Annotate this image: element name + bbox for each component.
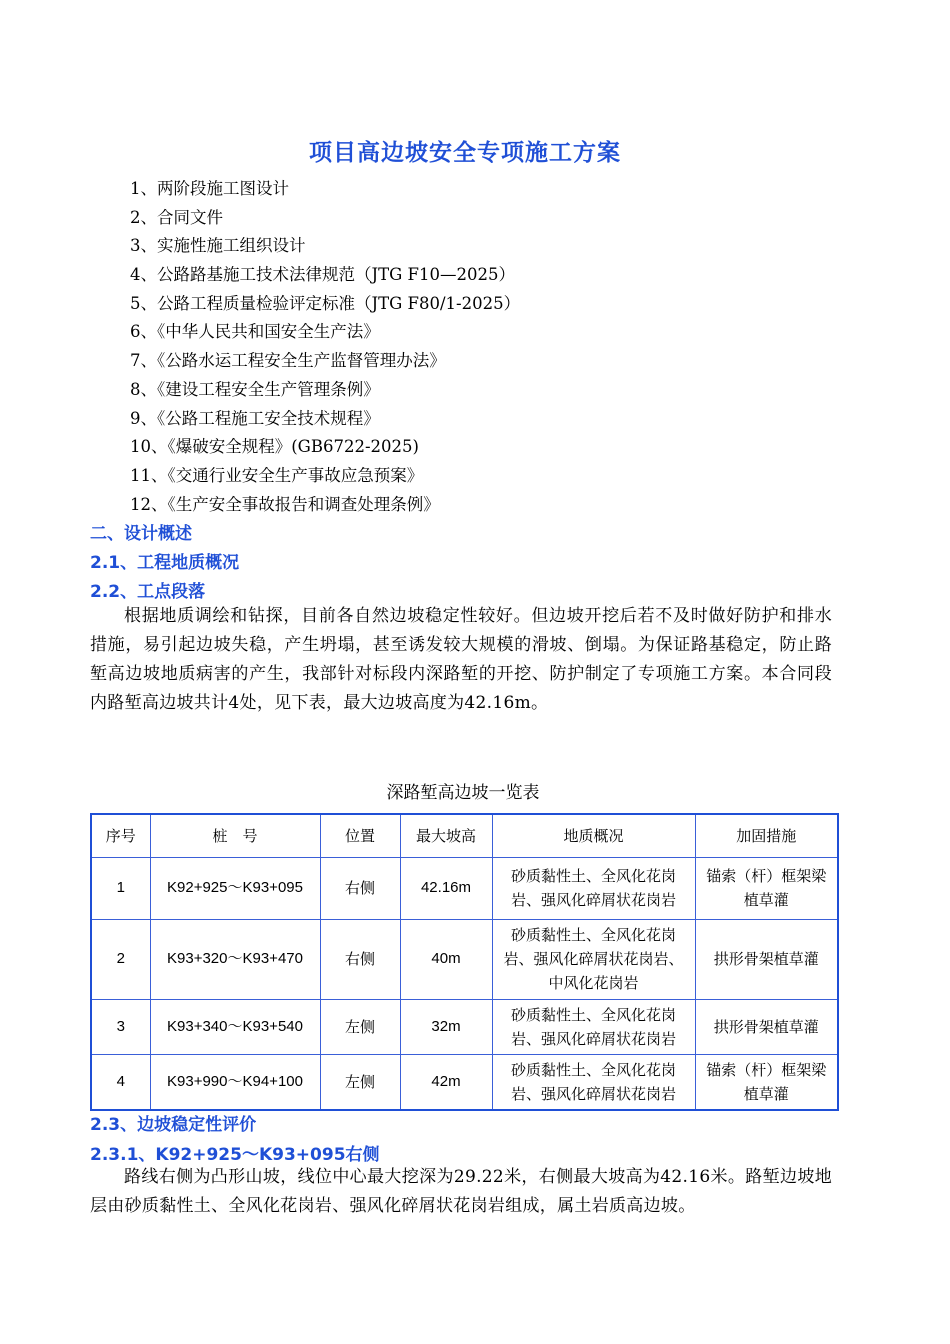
table-header-row bbox=[91, 814, 838, 857]
reference-item: 4、公路路基施工技术法律规范（JTG F10—2025） bbox=[130, 265, 515, 285]
table-row bbox=[91, 1054, 838, 1110]
reference-item: 7、《公路水运工程安全生产监督管理办法》 bbox=[130, 351, 446, 371]
table-cell: 3 bbox=[91, 999, 150, 1054]
reference-item: 12、《生产安全事故报告和调查处理条例》 bbox=[130, 494, 440, 514]
table-cell: K93+340～K93+540 bbox=[150, 999, 320, 1054]
table-cell: 32m bbox=[400, 999, 492, 1054]
table-cell: 2 bbox=[91, 919, 150, 999]
table-cell: 1 bbox=[91, 857, 150, 919]
table-row bbox=[91, 999, 838, 1054]
reference-item: 11、《交通行业安全生产事故应急预案》 bbox=[130, 465, 424, 485]
reference-item: 6、《中华人民共和国安全生产法》 bbox=[130, 322, 380, 342]
body-paragraph: 路线右侧为凸形山坡，线位中心最大挖深为29.22米，右侧最大坡高为42.16米。路堑边坡地层由砂质黏性土、全风化花岗岩、强风化碎屑状花岗岩组成，属土岩质高边坡。 bbox=[90, 1167, 832, 1216]
header-cell: 地质概况 bbox=[492, 814, 695, 857]
table-cell: 右侧 bbox=[320, 919, 400, 999]
table-cell: K93+990～K94+100 bbox=[150, 1054, 320, 1110]
table-cell: 锚索（杆）框架梁植草灌 bbox=[695, 1054, 838, 1110]
table-cell: 40m bbox=[400, 919, 492, 999]
table-cell: 锚索（杆）框架梁植草灌 bbox=[695, 857, 838, 919]
table-cell: 42.16m bbox=[400, 857, 492, 919]
reference-item: 2、合同文件 bbox=[130, 207, 223, 227]
table-cell: 左侧 bbox=[320, 999, 400, 1054]
reference-item: 5、公路工程质量检验评定标准（JTG F80/1-2025） bbox=[130, 293, 521, 313]
table-cell: 砂质黏性土、全风化花岗岩、强风化碎屑状花岗岩 bbox=[492, 1054, 695, 1110]
table-cell: 4 bbox=[91, 1054, 150, 1110]
table-row bbox=[91, 857, 838, 919]
reference-item: 1、两阶段施工图设计 bbox=[130, 179, 289, 198]
table-cell: 砂质黏性土、全风化花岗岩、强风化碎屑状花岗岩 bbox=[492, 857, 695, 919]
reference-item: 3、实施性施工组织设计 bbox=[130, 236, 306, 256]
table-caption: 深路堑高边坡一览表 bbox=[386, 783, 540, 802]
table-cell: 砂质黏性土、全风化花岗岩、强风化碎屑状花岗岩、中风化花岗岩 bbox=[492, 919, 695, 999]
table-cell: 拱形骨架植草灌 bbox=[695, 919, 838, 999]
reference-item: 8、《建设工程安全生产管理条例》 bbox=[130, 379, 380, 399]
reference-list bbox=[130, 175, 520, 519]
slope-table bbox=[90, 813, 839, 1111]
section-heading: 2.3、边坡稳定性评价 bbox=[90, 1115, 257, 1135]
subsection-heading: 2.3.1、K92+925～K93+095右侧 bbox=[90, 1145, 380, 1165]
table-cell: K93+320～K93+470 bbox=[150, 919, 320, 999]
subsection-heading: 2.2、工点段落 bbox=[90, 582, 206, 602]
table-cell: 42m bbox=[400, 1054, 492, 1110]
reference-item: 10、《爆破安全规程》(GB6722-2025) bbox=[130, 437, 419, 457]
table-row bbox=[91, 919, 838, 999]
body-paragraph: 根据地质调绘和钻探，目前各自然边坡稳定性较好。但边坡开挖后若不及时做好防护和排水措施，易引起边坡失稳，产生坍塌，甚至诱发较大规模的滑坡、倒塌。为保证路基稳定，防止路堑高边坡地质病害的产生，我部针对标段内深路堑的开挖、防护制定了专项施工方案。本合同段内路堑高边坡共计4处，见下表，最大边坡高度为42.16m。 bbox=[90, 606, 832, 713]
table-cell: 左侧 bbox=[320, 1054, 400, 1110]
table-cell: K92+925～K93+095 bbox=[150, 857, 320, 919]
header-cell: 最大坡高 bbox=[400, 814, 492, 857]
section-heading: 二、设计概述 bbox=[90, 524, 192, 544]
table-cell: 右侧 bbox=[320, 857, 400, 919]
table-cell: 砂质黏性土、全风化花岗岩、强风化碎屑状花岗岩 bbox=[492, 999, 695, 1054]
header-cell: 序号 bbox=[91, 814, 150, 857]
reference-item: 9、《公路工程施工安全技术规程》 bbox=[130, 408, 380, 428]
header-cell: 位置 bbox=[320, 814, 400, 857]
subsection-heading: 2.1、工程地质概况 bbox=[90, 553, 240, 573]
header-cell: 桩 号 bbox=[150, 814, 320, 857]
table-cell: 拱形骨架植草灌 bbox=[695, 999, 838, 1054]
document-title: 项目高边坡安全专项施工方案 bbox=[309, 140, 621, 166]
header-cell: 加固措施 bbox=[695, 814, 838, 857]
